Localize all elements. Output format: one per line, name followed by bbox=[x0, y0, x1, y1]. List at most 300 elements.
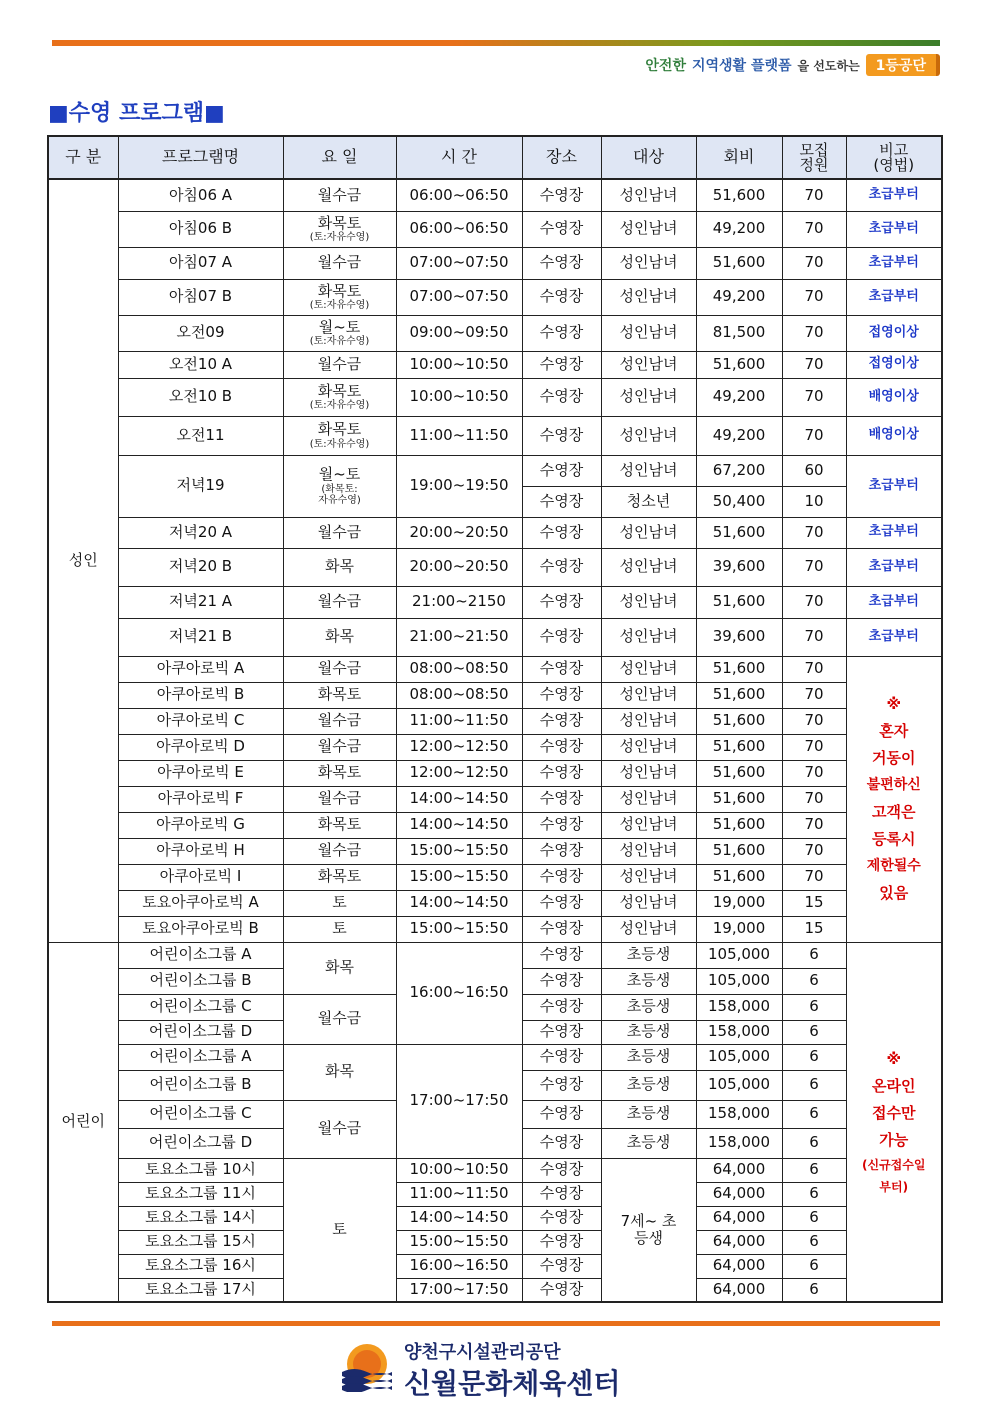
place-cell: 수영장 bbox=[522, 1254, 601, 1278]
program-name: 아침07 B bbox=[118, 279, 283, 315]
program-name: 저녁19 bbox=[118, 455, 283, 517]
capacity-cell: 70 bbox=[782, 812, 846, 838]
capacity-cell: 70 bbox=[782, 708, 846, 734]
capacity-cell: 70 bbox=[782, 786, 846, 812]
aqua-note-line: 제한될수 bbox=[866, 858, 921, 874]
capacity-cell: 70 bbox=[782, 315, 846, 351]
aqua-note-line: 고객은 bbox=[872, 803, 916, 821]
fee-cell: 51,600 bbox=[696, 586, 782, 618]
group-label-adult: 성인 bbox=[48, 179, 118, 942]
fee-cell: 51,600 bbox=[696, 864, 782, 890]
day-cell: 월수금 bbox=[283, 786, 396, 812]
program-name: 토요소그룹 11시 bbox=[118, 1182, 283, 1206]
day-cell: 월수금 bbox=[283, 656, 396, 682]
capacity-cell: 70 bbox=[782, 864, 846, 890]
day-main: 월~토 bbox=[318, 465, 361, 484]
table-header-row bbox=[48, 136, 942, 179]
day-cell bbox=[283, 179, 396, 211]
program-name: 아쿠아로빅 E bbox=[118, 760, 283, 786]
capacity-cell: 6 bbox=[782, 994, 846, 1020]
place-cell: 수영장 bbox=[522, 486, 601, 517]
table-row bbox=[48, 315, 942, 351]
fee-cell: 51,600 bbox=[696, 760, 782, 786]
capacity-cell: 6 bbox=[782, 1070, 846, 1100]
time-cell: 12:00~12:50 bbox=[396, 734, 522, 760]
fee-cell: 19,000 bbox=[696, 890, 782, 916]
program-name: 아쿠아로빅 B bbox=[118, 682, 283, 708]
program-name: 어린이소그룹 D bbox=[118, 1020, 283, 1044]
place-cell: 수영장 bbox=[522, 1278, 601, 1302]
capacity-cell: 70 bbox=[782, 247, 846, 279]
place-cell: 수영장 bbox=[522, 916, 601, 942]
place-cell: 수영장 bbox=[522, 351, 601, 378]
target-cell: 성인남녀 bbox=[601, 548, 696, 586]
swim-program-table bbox=[47, 135, 943, 1303]
time-cell: 14:00~14:50 bbox=[396, 890, 522, 916]
program-name: 토요소그룹 15시 bbox=[118, 1230, 283, 1254]
fee-cell: 64,000 bbox=[696, 1278, 782, 1302]
fee-cell: 49,200 bbox=[696, 378, 782, 416]
capacity-cell: 70 bbox=[782, 682, 846, 708]
target-cell: 성인남녀 bbox=[601, 812, 696, 838]
place-cell: 수영장 bbox=[522, 211, 601, 247]
place-cell: 수영장 bbox=[522, 1044, 601, 1070]
day-cell: 월수금 bbox=[283, 1100, 396, 1158]
table-row bbox=[48, 760, 942, 786]
place-cell: 수영장 bbox=[522, 279, 601, 315]
fee-cell: 81,500 bbox=[696, 315, 782, 351]
program-name: 아쿠아로빅 H bbox=[118, 838, 283, 864]
fee-cell: 51,600 bbox=[696, 838, 782, 864]
time-cell: 07:00~07:50 bbox=[396, 247, 522, 279]
program-name: 아쿠아로빅 D bbox=[118, 734, 283, 760]
place-cell: 수영장 bbox=[522, 786, 601, 812]
col-header-day: 요 일 bbox=[283, 136, 396, 179]
day-main: 화목토 bbox=[317, 381, 362, 400]
fee-cell: 51,600 bbox=[696, 351, 782, 378]
fee-cell: 105,000 bbox=[696, 968, 782, 994]
fee-cell: 105,000 bbox=[696, 942, 782, 968]
capacity-cell: 15 bbox=[782, 890, 846, 916]
fee-cell: 158,000 bbox=[696, 1100, 782, 1128]
child-note-line: 가능 bbox=[879, 1130, 909, 1149]
aqua-note-line: 등록시 bbox=[872, 830, 916, 848]
table-row bbox=[48, 734, 942, 760]
table-row bbox=[48, 1206, 942, 1230]
time-cell: 14:00~14:50 bbox=[396, 1206, 522, 1230]
note-cell: 초급부터 bbox=[846, 618, 942, 656]
target-cell: 성인남녀 bbox=[601, 279, 696, 315]
bottom-orange-bar bbox=[52, 1321, 940, 1326]
program-name: 오전11 bbox=[118, 416, 283, 455]
place-cell: 수영장 bbox=[522, 942, 601, 968]
capacity-cell: 70 bbox=[782, 416, 846, 455]
capacity-cell: 6 bbox=[782, 1254, 846, 1278]
note-cell: 접영이상 bbox=[846, 351, 942, 378]
capacity-cell: 70 bbox=[782, 548, 846, 586]
table-row bbox=[48, 1044, 942, 1070]
day-sub: (토:자유수영) bbox=[309, 336, 370, 348]
slogan-part-3: 을 선도하는 bbox=[797, 58, 860, 73]
place-cell: 수영장 bbox=[522, 1206, 601, 1230]
aqua-note-line: 혼자 bbox=[879, 722, 909, 740]
fee-cell: 51,600 bbox=[696, 517, 782, 548]
time-cell: 20:00~20:50 bbox=[396, 517, 522, 548]
day-cell: 화목토 bbox=[283, 812, 396, 838]
target-cell: 성인남녀 bbox=[601, 916, 696, 942]
capacity-cell: 70 bbox=[782, 734, 846, 760]
target-cell: 초등생 bbox=[601, 1128, 696, 1158]
program-name: 아쿠아로빅 C bbox=[118, 708, 283, 734]
place-cell: 수영장 bbox=[522, 1100, 601, 1128]
day-cell: 월수금 bbox=[283, 734, 396, 760]
col-header-time: 시 간 bbox=[396, 136, 522, 179]
place-cell: 수영장 bbox=[522, 656, 601, 682]
day-cell: 화목 bbox=[283, 1044, 396, 1100]
table-row bbox=[48, 786, 942, 812]
fee-cell: 39,600 bbox=[696, 618, 782, 656]
day-cell: 토 bbox=[283, 1158, 396, 1302]
place-cell: 수영장 bbox=[522, 1070, 601, 1100]
fee-cell: 158,000 bbox=[696, 994, 782, 1020]
capacity-line-2: 정원 bbox=[799, 155, 829, 174]
target-cell: 청소년 bbox=[601, 486, 696, 517]
place-cell: 수영장 bbox=[522, 315, 601, 351]
place-cell: 수영장 bbox=[522, 618, 601, 656]
slogan bbox=[645, 54, 940, 76]
aqua-note-line: 있음 bbox=[879, 884, 909, 902]
target-cell: 성인남녀 bbox=[601, 416, 696, 455]
place-cell: 수영장 bbox=[522, 416, 601, 455]
note-cell: 배영이상 bbox=[846, 378, 942, 416]
day-cell bbox=[283, 247, 396, 279]
table-row bbox=[48, 548, 942, 586]
day-main: 월수금 bbox=[317, 354, 362, 373]
note-cell: 초급부터 bbox=[846, 548, 942, 586]
target-cell: 7세~ 초등생 bbox=[601, 1158, 696, 1302]
table-row bbox=[48, 838, 942, 864]
program-name: 토요아쿠아로빅 A bbox=[118, 890, 283, 916]
program-name: 저녁21 A bbox=[118, 586, 283, 618]
time-cell: 14:00~14:50 bbox=[396, 786, 522, 812]
fee-cell: 105,000 bbox=[696, 1070, 782, 1100]
table-row bbox=[48, 247, 942, 279]
program-name: 어린이소그룹 B bbox=[118, 1070, 283, 1100]
program-name: 어린이소그룹 D bbox=[118, 1128, 283, 1158]
capacity-cell: 6 bbox=[782, 942, 846, 968]
target-cell: 초등생 bbox=[601, 994, 696, 1020]
target-cell: 성인남녀 bbox=[601, 708, 696, 734]
capacity-cell: 70 bbox=[782, 760, 846, 786]
day-sub: (토:자유수영) bbox=[309, 232, 370, 244]
table-row bbox=[48, 416, 942, 455]
place-cell: 수영장 bbox=[522, 247, 601, 279]
program-name: 어린이소그룹 C bbox=[118, 1100, 283, 1128]
fee-cell: 51,600 bbox=[696, 734, 782, 760]
time-cell: 11:00~11:50 bbox=[396, 708, 522, 734]
fee-cell: 19,000 bbox=[696, 916, 782, 942]
day-cell: 화목토 bbox=[283, 682, 396, 708]
day-cell: 화목 bbox=[283, 618, 396, 656]
time-cell: 21:00~2150 bbox=[396, 586, 522, 618]
day-cell bbox=[283, 378, 396, 416]
target-cell: 성인남녀 bbox=[601, 760, 696, 786]
place-cell: 수영장 bbox=[522, 890, 601, 916]
fee-cell: 39,600 bbox=[696, 548, 782, 586]
table-row bbox=[48, 864, 942, 890]
time-cell: 21:00~21:50 bbox=[396, 618, 522, 656]
fee-cell: 158,000 bbox=[696, 1128, 782, 1158]
capacity-cell: 70 bbox=[782, 618, 846, 656]
program-name: 아침06 B bbox=[118, 211, 283, 247]
place-cell: 수영장 bbox=[522, 1158, 601, 1182]
table-row bbox=[48, 455, 942, 486]
top-gradient-bar bbox=[52, 40, 940, 46]
time-cell: 11:00~11:50 bbox=[396, 1182, 522, 1206]
program-name: 어린이소그룹 C bbox=[118, 994, 283, 1020]
footer-center-name: 신월문화체육센터 bbox=[404, 1367, 621, 1400]
fee-cell: 51,600 bbox=[696, 179, 782, 211]
program-name: 아침07 A bbox=[118, 247, 283, 279]
capacity-cell: 70 bbox=[782, 179, 846, 211]
program-name: 토요소그룹 10시 bbox=[118, 1158, 283, 1182]
day-cell bbox=[283, 416, 396, 455]
table-row bbox=[48, 1182, 942, 1206]
note-cell: 초급부터 bbox=[846, 279, 942, 315]
target-cell: 성인남녀 bbox=[601, 838, 696, 864]
target-cell: 초등생 bbox=[601, 1070, 696, 1100]
program-name: 아쿠아로빅 I bbox=[118, 864, 283, 890]
day-sub: (토:자유수영) bbox=[309, 438, 370, 450]
capacity-cell: 6 bbox=[782, 1100, 846, 1128]
target-cell: 성인남녀 bbox=[601, 378, 696, 416]
program-name: 어린이소그룹 B bbox=[118, 968, 283, 994]
program-name: 아침06 A bbox=[118, 179, 283, 211]
place-cell: 수영장 bbox=[522, 968, 601, 994]
day-main: 화목토 bbox=[317, 420, 362, 439]
day-main: 화목토 bbox=[317, 281, 362, 300]
time-cell: 19:00~19:50 bbox=[396, 455, 522, 517]
fee-cell: 51,600 bbox=[696, 247, 782, 279]
aqua-restriction-note bbox=[846, 656, 942, 942]
place-cell: 수영장 bbox=[522, 838, 601, 864]
target-cell: 성인남녀 bbox=[601, 656, 696, 682]
place-cell: 수영장 bbox=[522, 760, 601, 786]
fee-cell: 51,600 bbox=[696, 656, 782, 682]
day-sub: (토:자유수영) bbox=[309, 400, 370, 412]
table-row bbox=[48, 942, 942, 968]
place-cell: 수영장 bbox=[522, 864, 601, 890]
fee-cell: 64,000 bbox=[696, 1182, 782, 1206]
col-header-note bbox=[846, 136, 942, 179]
footer-logo bbox=[340, 1338, 650, 1400]
note-cell: 초급부터 bbox=[846, 247, 942, 279]
capacity-cell: 6 bbox=[782, 1278, 846, 1302]
target-cell: 성인남녀 bbox=[601, 734, 696, 760]
fee-cell: 51,600 bbox=[696, 812, 782, 838]
program-name: 토요소그룹 14시 bbox=[118, 1206, 283, 1230]
time-cell: 16:00~16:50 bbox=[396, 942, 522, 1044]
program-name: 토요소그룹 17시 bbox=[118, 1278, 283, 1302]
day-cell: 토 bbox=[283, 916, 396, 942]
program-name: 오전10 B bbox=[118, 378, 283, 416]
capacity-cell: 70 bbox=[782, 351, 846, 378]
fee-cell: 64,000 bbox=[696, 1158, 782, 1182]
fee-cell: 64,000 bbox=[696, 1206, 782, 1230]
target-cell: 성인남녀 bbox=[601, 517, 696, 548]
day-cell bbox=[283, 351, 396, 378]
capacity-cell: 6 bbox=[782, 1044, 846, 1070]
col-header-place: 장소 bbox=[522, 136, 601, 179]
sun-wave-logo-icon bbox=[340, 1342, 394, 1392]
capacity-cell: 70 bbox=[782, 211, 846, 247]
target-cell: 성인남녀 bbox=[601, 864, 696, 890]
capacity-cell: 6 bbox=[782, 1230, 846, 1254]
aqua-note-line: 불편하신 bbox=[866, 777, 921, 793]
fee-cell: 51,600 bbox=[696, 682, 782, 708]
note-cell: 접영이상 bbox=[846, 315, 942, 351]
fee-cell: 64,000 bbox=[696, 1254, 782, 1278]
program-name: 토요아쿠아로빅 B bbox=[118, 916, 283, 942]
table-row bbox=[48, 517, 942, 548]
place-cell: 수영장 bbox=[522, 1230, 601, 1254]
place-cell: 수영장 bbox=[522, 994, 601, 1020]
target-cell: 초등생 bbox=[601, 1020, 696, 1044]
capacity-cell: 70 bbox=[782, 279, 846, 315]
col-header-capacity bbox=[782, 136, 846, 179]
col-header-target: 대상 bbox=[601, 136, 696, 179]
child-online-note bbox=[846, 942, 942, 1302]
time-cell: 07:00~07:50 bbox=[396, 279, 522, 315]
day-main: 월수금 bbox=[317, 253, 362, 272]
child-note-line: ※ bbox=[886, 1049, 902, 1068]
time-cell: 15:00~15:50 bbox=[396, 864, 522, 890]
time-cell: 20:00~20:50 bbox=[396, 548, 522, 586]
table-row bbox=[48, 682, 942, 708]
program-name: 토요소그룹 16시 bbox=[118, 1254, 283, 1278]
target-cell: 초등생 bbox=[601, 1100, 696, 1128]
time-cell: 14:00~14:50 bbox=[396, 812, 522, 838]
target-cell: 성인남녀 bbox=[601, 351, 696, 378]
day-sub: (토:자유수영) bbox=[309, 300, 370, 312]
fee-cell: 64,000 bbox=[696, 1230, 782, 1254]
col-header-program: 프로그램명 bbox=[118, 136, 283, 179]
slogan-part-2: 지역생활 플랫폼 bbox=[691, 58, 792, 74]
target-cell: 초등생 bbox=[601, 1044, 696, 1070]
time-cell: 10:00~10:50 bbox=[396, 1158, 522, 1182]
fee-cell: 67,200 bbox=[696, 455, 782, 486]
target-cell: 성인남녀 bbox=[601, 786, 696, 812]
fee-cell: 105,000 bbox=[696, 1044, 782, 1070]
aqua-note-line: ※ bbox=[886, 695, 902, 713]
program-name: 어린이소그룹 A bbox=[118, 942, 283, 968]
table-row bbox=[48, 378, 942, 416]
program-name: 오전09 bbox=[118, 315, 283, 351]
fee-cell: 158,000 bbox=[696, 1020, 782, 1044]
table-row bbox=[48, 1278, 942, 1302]
capacity-cell: 70 bbox=[782, 517, 846, 548]
target-cell: 성인남녀 bbox=[601, 682, 696, 708]
note-cell: 초급부터 bbox=[846, 586, 942, 618]
table-row bbox=[48, 179, 942, 211]
capacity-cell: 6 bbox=[782, 1020, 846, 1044]
program-name: 저녁20 B bbox=[118, 548, 283, 586]
place-cell: 수영장 bbox=[522, 1182, 601, 1206]
capacity-cell: 6 bbox=[782, 968, 846, 994]
place-cell: 수영장 bbox=[522, 812, 601, 838]
note-cell: 초급부터 bbox=[846, 179, 942, 211]
time-cell: 09:00~09:50 bbox=[396, 315, 522, 351]
capacity-line-1: 모집 bbox=[799, 140, 829, 159]
place-cell: 수영장 bbox=[522, 455, 601, 486]
table-row bbox=[48, 890, 942, 916]
time-cell: 15:00~15:50 bbox=[396, 1230, 522, 1254]
capacity-cell: 70 bbox=[782, 586, 846, 618]
target-cell: 성인남녀 bbox=[601, 247, 696, 279]
place-cell: 수영장 bbox=[522, 378, 601, 416]
fee-cell: 49,200 bbox=[696, 416, 782, 455]
fee-cell: 49,200 bbox=[696, 211, 782, 247]
time-cell: 10:00~10:50 bbox=[396, 378, 522, 416]
day-cell: 화목토 bbox=[283, 864, 396, 890]
time-cell: 06:00~06:50 bbox=[396, 211, 522, 247]
child-note-line: 부터) bbox=[879, 1179, 909, 1194]
note-cell: 배영이상 bbox=[846, 416, 942, 455]
table-row bbox=[48, 1230, 942, 1254]
col-header-fee: 회비 bbox=[696, 136, 782, 179]
table-row bbox=[48, 211, 942, 247]
place-cell: 수영장 bbox=[522, 586, 601, 618]
aqua-note-line: 거동이 bbox=[872, 749, 916, 767]
rank-badge: 1등공단 bbox=[866, 54, 940, 76]
day-cell: 월수금 bbox=[283, 586, 396, 618]
capacity-cell: 15 bbox=[782, 916, 846, 942]
target-cell: 성인남녀 bbox=[601, 455, 696, 486]
day-sub: (화목토: bbox=[321, 483, 358, 495]
place-cell: 수영장 bbox=[522, 1128, 601, 1158]
day-cell: 화목 bbox=[283, 942, 396, 994]
place-cell: 수영장 bbox=[522, 682, 601, 708]
capacity-cell: 70 bbox=[782, 656, 846, 682]
day-cell: 화목토 bbox=[283, 760, 396, 786]
program-name: 어린이소그룹 A bbox=[118, 1044, 283, 1070]
target-cell: 초등생 bbox=[601, 942, 696, 968]
place-cell: 수영장 bbox=[522, 708, 601, 734]
place-cell: 수영장 bbox=[522, 517, 601, 548]
program-name: 아쿠아로빅 G bbox=[118, 812, 283, 838]
target-cell: 성인남녀 bbox=[601, 618, 696, 656]
table-row bbox=[48, 1254, 942, 1278]
note-line-1: 비고 bbox=[879, 140, 909, 159]
table-row bbox=[48, 279, 942, 315]
day-main: 화목토 bbox=[317, 213, 362, 232]
capacity-cell: 70 bbox=[782, 838, 846, 864]
day-main: 월~토 bbox=[318, 317, 361, 336]
table-row bbox=[48, 351, 942, 378]
day-cell bbox=[283, 211, 396, 247]
program-name: 오전10 A bbox=[118, 351, 283, 378]
time-cell: 08:00~08:50 bbox=[396, 656, 522, 682]
time-cell: 17:00~17:50 bbox=[396, 1044, 522, 1158]
time-cell: 10:00~10:50 bbox=[396, 351, 522, 378]
program-name: 아쿠아로빅 A bbox=[118, 656, 283, 682]
table-row bbox=[48, 916, 942, 942]
day-cell: 토 bbox=[283, 890, 396, 916]
footer-org-name: 양천구시설관리공단 bbox=[404, 1342, 561, 1363]
slogan-part-1: 안전한 bbox=[645, 58, 686, 74]
target-cell: 성인남녀 bbox=[601, 211, 696, 247]
day-cell: 월수금 bbox=[283, 994, 396, 1044]
